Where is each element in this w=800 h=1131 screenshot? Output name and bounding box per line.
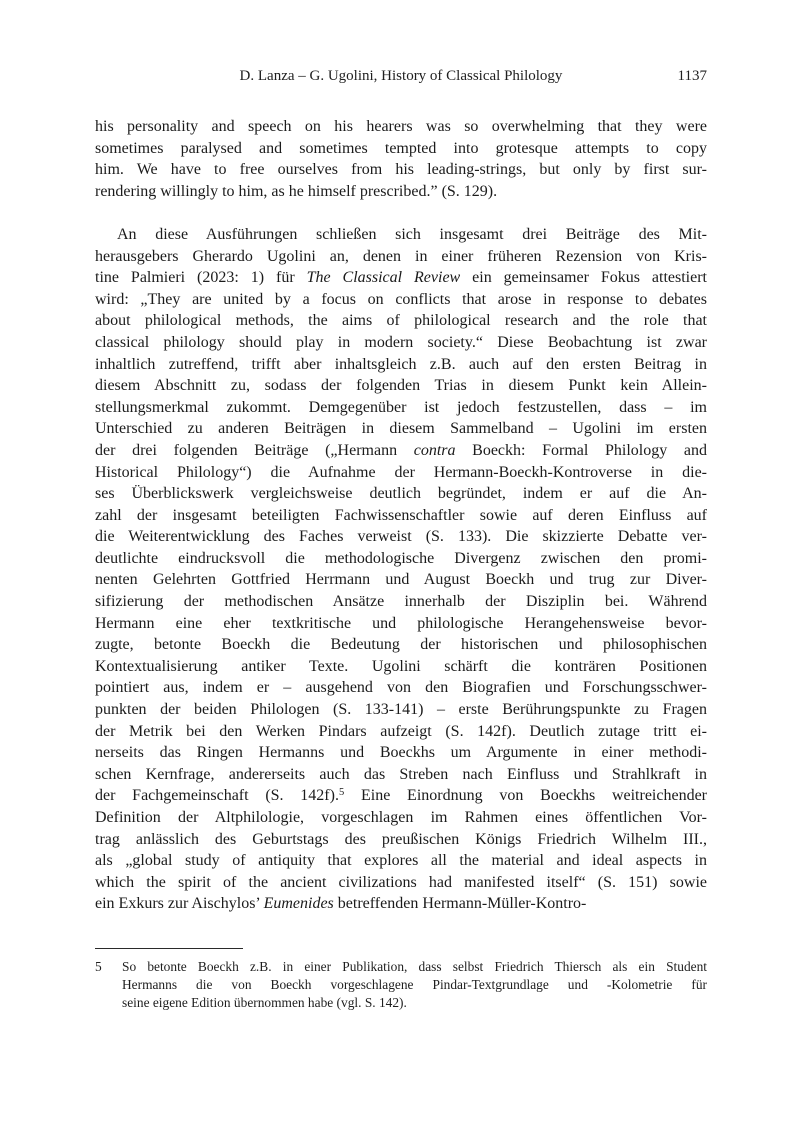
text-line: nerseits das Ringen Hermanns und Boeckhs um Argumente in einer methodi-: [95, 744, 707, 762]
text-line: Definition der Altphilologie, vorgeschlagen im Rahmen eines öffentlichen Vor-: [95, 809, 707, 826]
page-header: [95, 67, 707, 86]
text-line: zahl der insgesamt beteiligten Fachwissenschaftler sowie auf deren Einfluss auf: [95, 506, 707, 524]
text-line: inhaltlich zutreffend, trifft aber inhaltsgleich z.B. auch auf den ersten Beitrag in: [95, 355, 707, 373]
text-line: Unterschied zu anderen Beiträgen in diesem Sammelband – Ugolini im ersten: [95, 420, 707, 438]
text-line: ses Überblickswerk vergleichsweise deutlich begründet, indem er auf die An-: [95, 485, 707, 503]
paragraph: [95, 224, 707, 915]
text-line: sifizierung der methodischen Ansätze innerhalb der Disziplin bei. Während: [95, 593, 707, 611]
text-line: Kontextualisierung antiker Texte. Ugolini schärft die konträren Positionen: [95, 657, 707, 675]
text-line: ein Exkurs zur Aischylos’ Eumenides betreffenden Hermann-Müller-Kontro-: [95, 895, 587, 913]
page-number: 1137: [677, 68, 707, 84]
footnote-line: So betonte Boeckh z.B. in einer Publikation, dass selbst Friedrich Thiersch als ein Student: [122, 958, 707, 974]
text-line: rendering willingly to him, as he himself prescribed.” (S. 129).: [95, 182, 498, 200]
text-line: die Weiterentwicklung des Faches verweist (S. 133). Die skizzierte Debatte ver-: [95, 528, 707, 546]
footnote-text: [122, 958, 707, 1013]
text-line: him. We have to free ourselves from his leading-strings, but only by first sur-: [95, 161, 707, 179]
footnote: [95, 958, 707, 1013]
text-line: der Metrik bei den Werken Pindars aufzeigt (S. 142f). Deutlich zutage tritt ei-: [95, 722, 707, 740]
text-line: Historical Philology“) die Aufnahme der Hermann-Boeckh-Kontroverse in die-: [95, 463, 707, 481]
paragraph: [95, 116, 707, 202]
footnote-number: 5: [95, 958, 102, 974]
footnote-line: Hermanns die von Boeckh vorgeschlagene Pindar-Textgrundlage und -Kolometrie für: [122, 977, 707, 993]
footnote-section: [95, 948, 707, 1013]
footnote-separator: [95, 948, 243, 949]
text-line: pointiert aus, indem er – ausgehend von den Biografien und Forschungsschwer-: [95, 679, 707, 697]
text-line: der drei folgenden Beiträge („Hermann contra Boeckh: Formal Philology and: [95, 441, 707, 459]
text-line: der Fachgemeinschaft (S. 142f).$^5$ Eine Einordnung von Boeckhs weitreichender: [95, 786, 707, 805]
text-line: trag anlässlich des Geburtstags des preußischen Königs Friedrich Wilhelm III.,: [95, 830, 707, 848]
text-line: about philological methods, the aims of philological research and the role that: [95, 312, 707, 330]
text-line: his personality and speech on his hearers was so overwhelming that they were: [95, 118, 707, 135]
italic-text: The Classical Review: [306, 269, 461, 287]
text-line: punkten der beiden Philologen (S. 133-141) – erste Berührungspunkte zu Fragen: [95, 701, 707, 719]
text-line: diesem Abschnitt zu, sodass der folgenden Trias in diesem Punkt kein Allein-: [95, 377, 707, 395]
text-line: sometimes paralysed and sometimes tempted into grotesque attempts to copy: [95, 139, 707, 157]
text-line: als „global study of antiquity that explores all the material and ideal aspects in: [95, 852, 707, 870]
text-line: wird: „They are united by a focus on conflicts that arose in response to debates: [95, 290, 707, 308]
footnote-line: seine eigene Edition übernommen habe (vgl. S. 142).: [122, 995, 407, 1011]
text-line: stellungsmerkmal zukommt. Demgegenüber ist jedoch festzustellen, dass – im: [95, 398, 707, 416]
text-line: which the spirit of the ancient civilizations had manifested itself“ (S. 151) sowie: [95, 873, 707, 891]
text-line: tine Palmieri (2023: 1) für The Classical Review ein gemeinsamer Fokus attestiert: [95, 269, 707, 287]
text-line: classical philology should play in modern society.“ Diese Beobachtung ist zwar: [95, 333, 707, 351]
text-line: zugte, betonte Boeckh die Bedeutung der historischen und philosophischen: [95, 636, 707, 654]
text-line: herausgebers Gherardo Ugolini an, denen in einer früheren Rezension von Kris-: [95, 247, 707, 265]
text-line: An diese Ausführungen schließen sich insgesamt drei Beiträge des Mit-: [117, 225, 707, 243]
text-line: nenten Gelehrten Gottfried Herrmann und August Boeckh und trug zur Diver-: [95, 571, 707, 589]
text-line: schen Kernfrage, andererseits auch das Streben nach Einfluss und Strahlkraft in: [95, 765, 707, 783]
italic-text: Eumenides: [263, 895, 334, 913]
running-head-title: D. Lanza – G. Ugolini, History of Classical Philology: [239, 68, 563, 84]
italic-text: contra: [413, 441, 456, 459]
review-body: [95, 116, 707, 915]
text-line: Hermann eine eher textkritische und philologische Herangehensweise bevor-: [95, 614, 707, 632]
footnote-reference: 5: [338, 786, 345, 798]
text-line: deutlichte eindrucksvoll die methodologische Divergenz zwischen den promi-: [95, 549, 707, 567]
